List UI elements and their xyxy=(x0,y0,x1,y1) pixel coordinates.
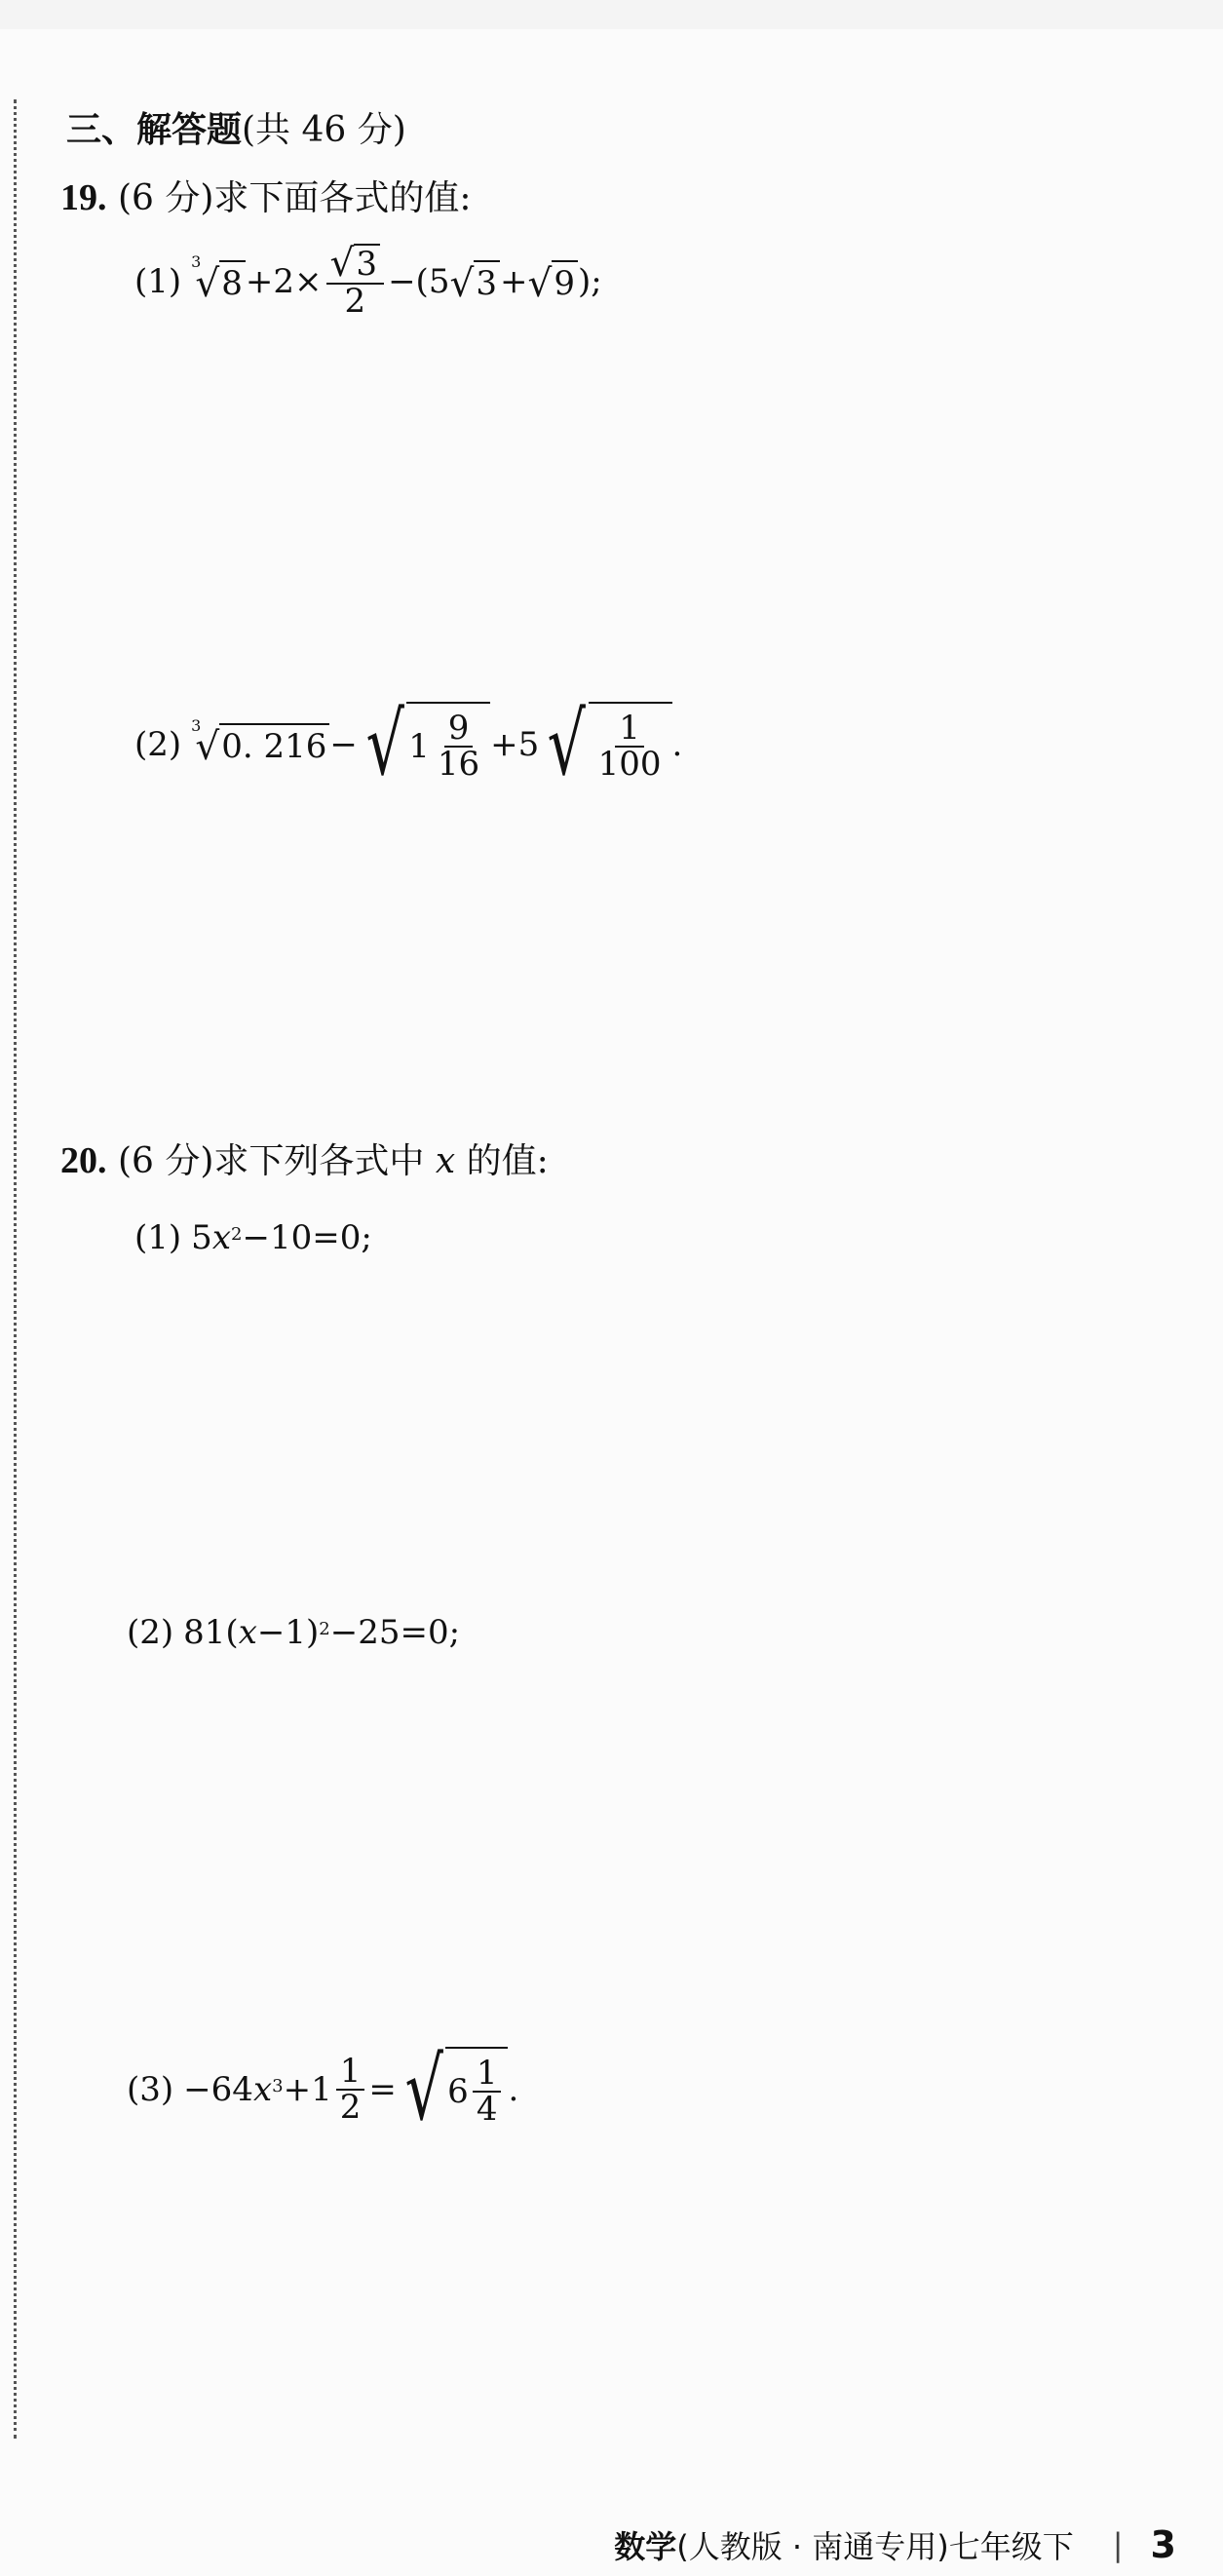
radicand: 3 xyxy=(354,244,380,283)
question-number: 19. xyxy=(60,177,107,218)
equation-text: −1) xyxy=(256,1613,320,1652)
equals-sign: = xyxy=(368,2070,397,2110)
part-label: (2) xyxy=(127,1613,174,1652)
radicand-mixed-number xyxy=(406,702,490,788)
operator-text: −(5 xyxy=(388,261,450,301)
fraction-denominator: 16 xyxy=(437,745,480,785)
variable: x xyxy=(211,1218,231,1257)
equation-text: +1 xyxy=(283,2070,332,2110)
radicand: 8 xyxy=(219,260,246,303)
operator-text: +2× xyxy=(245,261,323,301)
radicand: 0. 216 xyxy=(219,723,329,766)
cube-root: √ 8 xyxy=(195,260,246,303)
exponent: 3 xyxy=(272,2075,284,2096)
fraction xyxy=(336,2051,365,2128)
fraction-numerator: 1 xyxy=(615,711,644,749)
part-label: (1) xyxy=(134,261,182,301)
radicand-mixed-number xyxy=(445,2047,508,2133)
question-number: 20. xyxy=(60,1140,107,1181)
whole-part: 1 xyxy=(408,727,430,767)
variable: x xyxy=(238,1613,257,1652)
square-root: √ 9 xyxy=(528,260,579,303)
q20-part-2 xyxy=(127,1613,460,1652)
fraction-numerator: 1 xyxy=(473,2057,502,2094)
operator-text: +5 xyxy=(490,725,540,765)
q20-part-3 xyxy=(127,2039,519,2139)
period: . xyxy=(508,2070,519,2110)
cube-root-index: 3 xyxy=(191,715,202,735)
question-19-header xyxy=(60,171,472,220)
question-text: 的值: xyxy=(466,1141,549,1181)
square-root: √ 1 $\frac{9}{16}$ xyxy=(358,702,490,788)
radicand-fraction xyxy=(589,702,672,788)
fraction-denominator: 2 xyxy=(344,282,366,322)
exponent: 2 xyxy=(319,1618,330,1639)
q19-part-1 xyxy=(134,241,602,322)
footer-separator: | xyxy=(1112,2526,1124,2563)
section-title xyxy=(66,102,406,152)
question-text: (6 分)求下列各式中 xyxy=(117,1141,425,1181)
page-footer xyxy=(614,2522,1176,2567)
coefficient: 5 xyxy=(191,1218,212,1257)
cube-root-index: 3 xyxy=(191,252,202,272)
question-text: (6 分)求下面各式的值: xyxy=(117,178,472,218)
part-label: (2) xyxy=(134,725,182,765)
fraction-numerator: 1 xyxy=(336,2055,365,2092)
fraction: √ 3 2 xyxy=(326,244,385,320)
equation-text: 81( xyxy=(183,1613,239,1652)
equation-text: −64 xyxy=(183,2070,253,2110)
q20-part-1 xyxy=(134,1218,372,1257)
footer-edition: (人教版 · 南通专用)七年级下 xyxy=(676,2528,1074,2565)
operator-text: + xyxy=(500,261,528,301)
part-label: (3) xyxy=(127,2070,174,2110)
part-label: (1) xyxy=(134,1218,182,1257)
variable: x xyxy=(435,1141,456,1181)
section-points: (共 46 分) xyxy=(242,110,406,150)
footer-subject: 数学 xyxy=(614,2528,677,2565)
square-root: √ 3 xyxy=(449,260,500,303)
period: . xyxy=(671,725,683,765)
variable: x xyxy=(252,2070,273,2110)
fraction-denominator: 100 xyxy=(597,745,662,785)
page-number: 3 xyxy=(1150,2523,1176,2566)
fraction-denominator: 4 xyxy=(476,2090,498,2130)
radicand: 3 xyxy=(474,260,500,303)
question-20-header xyxy=(60,1134,549,1183)
cube-root: √ 0. 216 xyxy=(195,723,329,766)
section-title-text: 三、解答题 xyxy=(66,110,243,150)
equation-rest: −25=0; xyxy=(329,1613,461,1652)
fraction-numerator: 9 xyxy=(444,711,474,749)
exponent: 2 xyxy=(231,1223,243,1245)
square-root: √ $\frac{1}{100}$ xyxy=(539,702,671,788)
operator-text: ); xyxy=(578,261,602,301)
square-root: √ 6 $\frac{1}{4}$ xyxy=(397,2047,509,2133)
operator-text: − xyxy=(329,725,358,765)
q19-part-2 xyxy=(134,694,683,794)
binding-dotted-line xyxy=(14,99,17,2439)
radicand: 9 xyxy=(552,260,578,303)
scan-top-strip xyxy=(0,0,1223,29)
equation-rest: −10=0; xyxy=(242,1218,372,1257)
fraction-denominator: 2 xyxy=(339,2088,362,2128)
whole-part: 6 xyxy=(447,2072,469,2112)
